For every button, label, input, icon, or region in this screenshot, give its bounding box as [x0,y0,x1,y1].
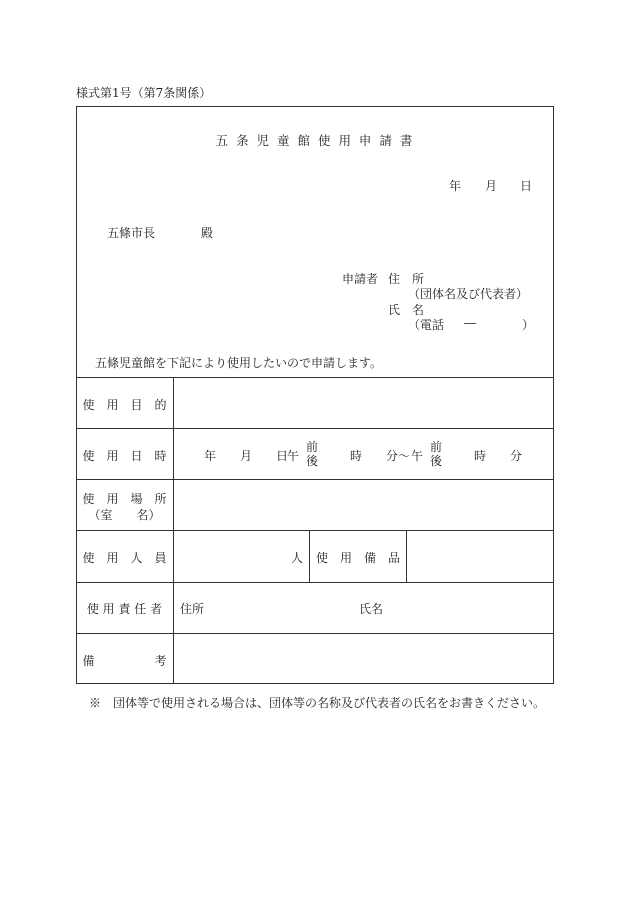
place-field[interactable] [174,480,553,530]
manager-label: 使 用 責 任 者 [86,602,163,616]
manager-field[interactable] [174,583,553,633]
equipment-field[interactable] [407,531,553,582]
remarks-label: 備 考 [82,654,167,668]
datetime-month: 月 [240,449,253,463]
datetime-year: 年 [204,449,217,463]
datetime-label: 使 用 日 時 [82,449,167,463]
place-sublabel: （室 名） [88,508,161,522]
purpose-field[interactable] [174,378,553,428]
datetime-ampm-2: 前 後 [430,440,443,468]
datetime-noon-2: 午 [411,449,424,463]
equipment-label: 使 用 備 品 [315,551,400,565]
datetime-field[interactable] [174,429,553,479]
date-day: 日 [520,179,533,193]
purpose-label: 使 用 目 的 [82,398,167,412]
addressee-name: 五條市長 [107,226,156,240]
request-text: 五條児童館を下記により使用したいので申請します。 [95,356,383,370]
applicant-address-label: 住 所 [388,272,425,286]
manager-name-label: 氏名 [359,602,384,616]
applicant-label: 申請者 [342,272,379,286]
datetime-day: 日 [276,449,289,463]
footnote: ※ 団体等で使用される場合は、団体等の名称及び代表者の氏名をお書きください。 [89,696,546,710]
form-title: 五 条 児 童 館 使 用 申 請 書 [215,133,415,148]
date-year: 年 [449,179,462,193]
form-number: 様式第1号（第7条関係） [76,86,212,100]
applicant-phone-dash: ― [464,316,476,330]
applicant-phone-close: ） [522,318,535,332]
people-unit: 人 [291,551,304,565]
applicant-address-note: （団体名及び代表者） [408,287,529,301]
people-field[interactable] [174,531,309,582]
date-month: 月 [485,179,498,193]
datetime-hour-2: 時 [474,449,487,463]
datetime-ampm-1: 前 後 [306,440,319,468]
applicant-phone-label: （電話 [408,318,445,332]
datetime-hour-1: 時 [350,449,363,463]
applicant-name-label: 氏 名 [388,303,425,317]
addressee-honorific: 殿 [201,226,214,240]
datetime-minute-1: 分～ [386,449,411,463]
datetime-noon-1: 午 [287,449,300,463]
remarks-field[interactable] [174,634,553,683]
place-label: 使 用 場 所 [82,492,167,506]
people-label: 使 用 人 員 [82,551,167,565]
manager-address-label: 住所 [180,602,205,616]
datetime-minute-2: 分 [510,449,523,463]
